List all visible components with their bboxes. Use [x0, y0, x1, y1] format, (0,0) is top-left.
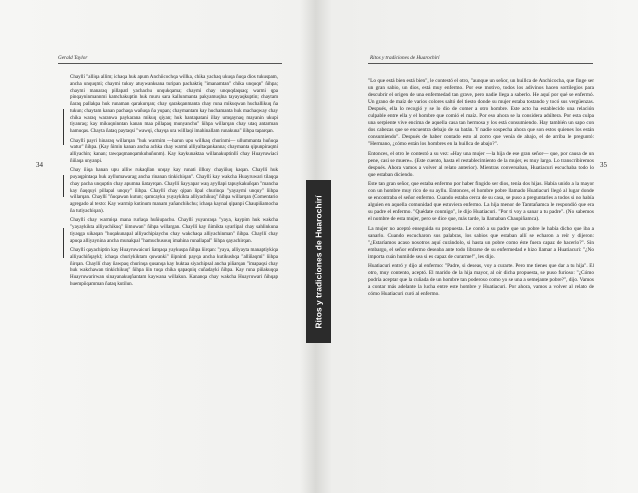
- spine-title: Ritos y tradiciones de Huarochirí: [313, 194, 324, 329]
- paragraph: La mujer no aceptó enseguida su propuesta. Le contó a su padre que un pobre le había dicho que iba a sanarlo. Cuando escucharon sus palabras, los sabios que estaban allí se echaron a reír y dijeron: "¿Estaríamos acaso nosotros aquí curándolo, si hasta un pobre como éste fuera capaz de hacerlo?". Sin embargo, el señor enfermo deseaba ante todo librarse de su enfermedad e hizo llamar a Huatiacuri: "¿No importa cuán humilde sea si es capaz de curarme!", les dijo.: [368, 225, 594, 260]
- header-rule-right: [368, 63, 593, 64]
- paragraph: "Lo que está bien está bien", le contestó el otro, "aunque un señor, un huillca de Anchicocha, que finge ser un gran sabio, un dios, está muy enfermo. Por ese motivo, todos los adivinos hacen sortilegios para descubrir el origen de una enfermedad tan grave, pero nadie llega a saberlo. He aquí por qué se enfermó. Un grano de maíz de varios colores saltó del tiesto donde su mujer estaba tostando y tocó sus vergüenzas. Después, ella lo recogió y se lo dio de comer a otro hombre. Este acto ha establecido una relación culpable entre ella y el hombre que comió el maíz. Por eso ahora se la considera adúltera. Por esta culpa una serpiente vive encima de aquella casa tan hermosa y los está consumiendo. Hay también un sapo con dos cabezas que se encuentra debajo de su batán. Y nadie sospecha ahora que son estos quienes los están consumiendo". Después de haber contado esto al zorro que venía de abajo, el de arriba le preguntó: "Hermano, ¿cómo están los hombres en la huillca de abajo?".: [368, 78, 594, 147]
- quechua-text-column: [70, 74, 278, 290]
- paragraph: Chayllí payri hinaraq willarqan "huk warmim —harun upu willkaq churinmi— ullummanta huñuqa watur" ñihpa. (Kay ñimin kanan ancha achka chay warmi alliyaltaqankanna; chaymanta qipunpiraqmi alliyachin; kanan; tawqaqmanqamkuhuñunm). Kay kaykunaktaa willanakuptinllí chay Huayruwiaci ñiñaqa unyanpi.: [70, 137, 278, 164]
- paragraph: Chay ñiqa hanan upu alliw rukaqllan unqay kay runati illkuy chayiñuq kaqan. Chayllí huk puyaqpintaqa huk ayllumawarag ancha rinanan tinkichiqan". Chayllí kay wakcha Huayruwari tilaqqa chay pacha unquptin chay apumna ñatayrqan. Chayllí ñayyapar waŋ ayyllapi tapuykakuñqan "mancha kay ñaqquyi pillapal unquy" ñihpa. Chayllí chay qipan lipal churinqa "yayaymi unquy" ñihpa willarqan. Chayllí "ñuqawan kutun; qamcayku yuyaykikta alliyachikuq" ñihpa willarqan (Comentario agregado al texto: Kay warmip kutinum manam yañanchikchu; ichaqa kaynal qipanpi Chaupiñamocha ña tutiyachiqan).: [70, 167, 278, 215]
- margin-mark: [63, 175, 64, 197]
- paragraph: Entonces, el otro le contestó a su vez: «Hay una mujer —la hija de ese gran señor— que, por causa de un pene, casi se muere». (Este cuento, hasta el restablecimiento de la mujer, es muy largo. Lo transcribiremos después. Ahora vamos a volver al relato anterior). Mientras conversaban, Huatiacuri escuchaba todo lo que estaban diciendo.: [368, 150, 594, 178]
- margin-mark: [63, 109, 64, 145]
- page-number-right: 35: [600, 161, 607, 169]
- paragraph: Chayllí chay warmiqa mana rurlaqa huñiupachu. Chayllí yuyanraqa "yaya, kaypim huk wakcha "yayaykikta alliyachikuq" ñimuwan" ñihpa willargan. Chayllí kay ñimikta uyarlipal chay sahlinkuna tiyaqga uikaqan "huqakunapal alliyachipiaychu chay wakchaqa alliyachinman" ñihpa. Chayllí chay apuqa alliyaynina ancha munakpal "hamuchusouq imahina runallapal" ñihpa qayachirqan.: [70, 217, 278, 244]
- paragraph: Huatiacuri entró y dijo al enfermo: "Padre, si deseas, voy a curarte. Pero me tienes que dar a tu hija". El otro, muy contento, aceptó. El marido de la hija mayor, al oír dicha propuesta, se puso furioso: "¿Cómo podría aceptar que la cuñada de un hombre tan poderoso como yo se una a semejante pobre?", dijo. Vamos a contar más adelante la lucha entre este hombre y Huatiacuri. Por ahora, vamos a volver al relato de cómo Huatiacuri curó al enfermo.: [368, 263, 594, 298]
- running-head-right: Ritos y tradiciones de Huarochirí: [370, 55, 440, 61]
- running-head-left: Gerald Taylor: [58, 55, 88, 61]
- paragraph: Este tan gran señor, que estaba enfermo por haber fingido ser dios, tenía dos hijas. Había unido a la mayor con un hombre muy rico de su ayllu. Entonces, el hombre pobre llamado Huatiacuri llegó al lugar donde se encontraba el señor enfermo. Cuando estaba cerca de su casa, se puso a preguntarles a todos si no había alguien en aquella comunidad que estuviera enfermo. La hija menor de Tamtañamca le respondió que era su padre el enfermo. "Quédate conmigo", le dijo Huatiacuri. "Por ti voy a sanar a tu padre". (No sabemos el nombre de esta mujer, pero se dice que, más tarde, la llamaban Chaupiñamca).: [368, 181, 594, 223]
- left-page: [0, 0, 318, 493]
- paragraph: Chayllí "alliqa allim; ichaqa huk apum Anchiicochqa willka, chika yachaq ukuqa ñuqa dios tukuspam, ancha unquqmi; chaymi tukuy atuywanksana turipan pachaktiq "imanamtan" chika unquqn" ñihpa; chaymi manaraq pillapatl yachachu unqukqama; chaymi chay unquqdaqsaq; warmi qpa pinqayninmannmi kamchakuptin huk muru sara kallunmanta pakyamuqlna tayayaqkuptin; chaytam ñaraq pallakpa huk runaman qarakurqan; chay qarakqanmanta chay runa mikuqwan huchallikuq ña tukun; chaytam kanan pachaqa wañuqa ña yupan; chaymantam kay huchamanta huk machaqway chay chika waraq waranwa paykarana mikuq qiyan; huk hantapatani illay umqaynaq mayanin ukupi tiyanraq; kay mikuqninntan kanan maa pillapaq munyanchu" ñihpa willarqan chay utaq antarman hamuqas. Chayta ñataq paytaqsi "wawqi, chayqa ura willlaqi imahinallam runakuna" ñihpa taparqan.: [70, 74, 278, 135]
- right-page: [318, 0, 638, 493]
- margin-mark: [63, 228, 64, 258]
- spine-band: [306, 180, 331, 343]
- header-rule-left: [58, 63, 282, 64]
- spanish-text-column: [368, 78, 594, 301]
- paragraph: Chayllí qayachiptin kay Huayruwaicuri ñatqaqa yaykuspa ñihpa ñirqan: "yaya, alliyayta manaptiykiqa alliyachiñqaykl; ichaqa churiykiktam quwanki" ñipninti payqa ancha kutikushqa "alliñaqmi" ñihpa ñirqan. Chayllí chay ñawpaq churinqa qusanqa kay huktaa siyachipsal ancha piñarqan "imapaqsi chay huk wakchawan tinkichikuq" ñihpa ñin tuqa chika qapaqniq cuñadayki ñihpa. Kay runa piñakuqqa Huayruwarirwan sinayanakuqñantam kaywana willakun. Kananqa chay wakcha Huayruwari ñihqap huempiiqamman ñataq kutilun.: [70, 247, 278, 288]
- page-number-left: 34: [36, 161, 43, 169]
